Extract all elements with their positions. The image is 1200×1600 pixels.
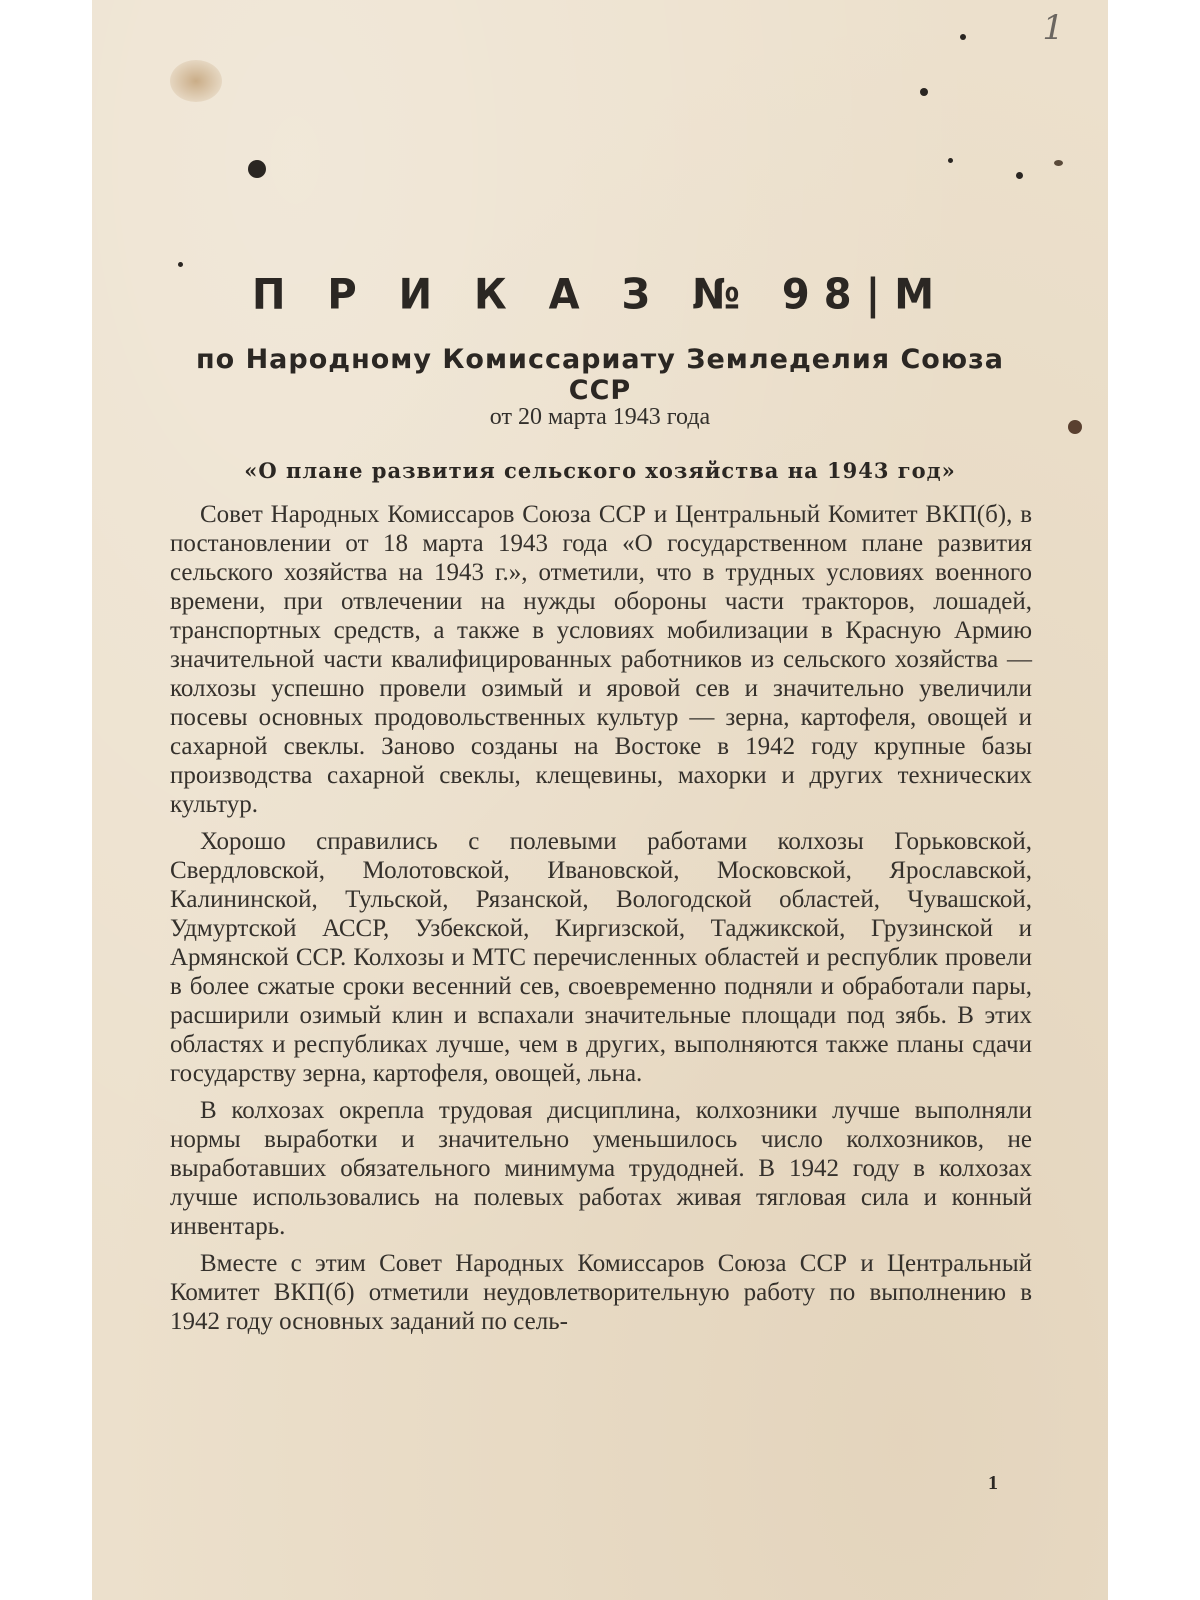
body-paragraph: Вместе с этим Совет Народных Комиссаров Союза ССР и Центральный Комитет ВКП(б) отметили неудовлетворительную работу по выполнению в 1942 году основных заданий по сель-	[170, 1250, 1032, 1335]
order-subtitle: по Народному Комиссариату Земледелия Союза ССР	[195, 344, 1005, 406]
body-paragraph: Хорошо справились с полевыми работами колхозы Горьковской, Свердловской, Молотовской, Ивановской, Московской, Ярославской, Калининской, Тульской, Рязанской, Вологодской областей, Чувашской, Удмуртской АССР, Узбекской, Киргизской, Таджикской, Грузинской и Армянской ССР. Колхозы и МТС перечисленных областей и республик провели в более сжатые сроки весенний сев, своевременно подняли и обработали пары, расширили озимый клин и вспахали значительные площади под зябь. В этих областях и республиках лучше, чем в других, выполняются также планы сдачи государству зерна, картофеля, овощей, льна.	[170, 828, 1032, 1087]
ink-dot	[178, 262, 183, 267]
ink-dot	[1054, 160, 1063, 166]
ink-dot	[948, 158, 953, 163]
paper-stain	[170, 60, 222, 102]
ink-dot	[1016, 172, 1023, 179]
ink-dot	[920, 88, 928, 96]
handwritten-page-number: 1	[1042, 8, 1064, 48]
ink-dot	[248, 160, 266, 178]
order-date: от 20 марта 1943 года	[489, 404, 711, 430]
page-number: 1	[988, 1472, 998, 1494]
order-body	[170, 500, 1032, 1344]
order-title: П Р И К А З № 98|М	[251, 270, 949, 320]
ink-dot	[960, 34, 966, 40]
body-paragraph: Совет Народных Комиссаров Союза ССР и Центральный Комитет ВКП(б), в постановлении от 18 марта 1943 года «О государственном плане развития сельского хозяйства на 1943 г.», отметили, что в трудных условиях военного времени, при отвлечении на нужды обороны части тракторов, лошадей, транспортных средств, а также в условиях мобилизации в Красную Армию значительной части квалифицированных работников из сельского хозяйства — колхозы успешно провели озимый и яровой сев и значительно увеличили посевы основных продовольственных культур — зерна, картофеля, овощей и сахарной свеклы. Заново созданы на Востоке в 1942 году крупные базы производства сахарной свеклы, клещевины, махорки и других технических культур.	[170, 501, 1032, 818]
body-paragraph: В колхозах окрепла трудовая дисциплина, колхозники лучше выполняли нормы выработки и значительно уменьшилось число колхозников, не выработавших обязательного минимума трудодней. В 1942 году в колхозах лучше использовались на полевых работах живая тягловая сила и конный инвентарь.	[170, 1097, 1032, 1240]
order-topic: «О плане развития сельского хозяйства на 1943 год»	[244, 458, 956, 483]
document-page	[92, 0, 1108, 1600]
